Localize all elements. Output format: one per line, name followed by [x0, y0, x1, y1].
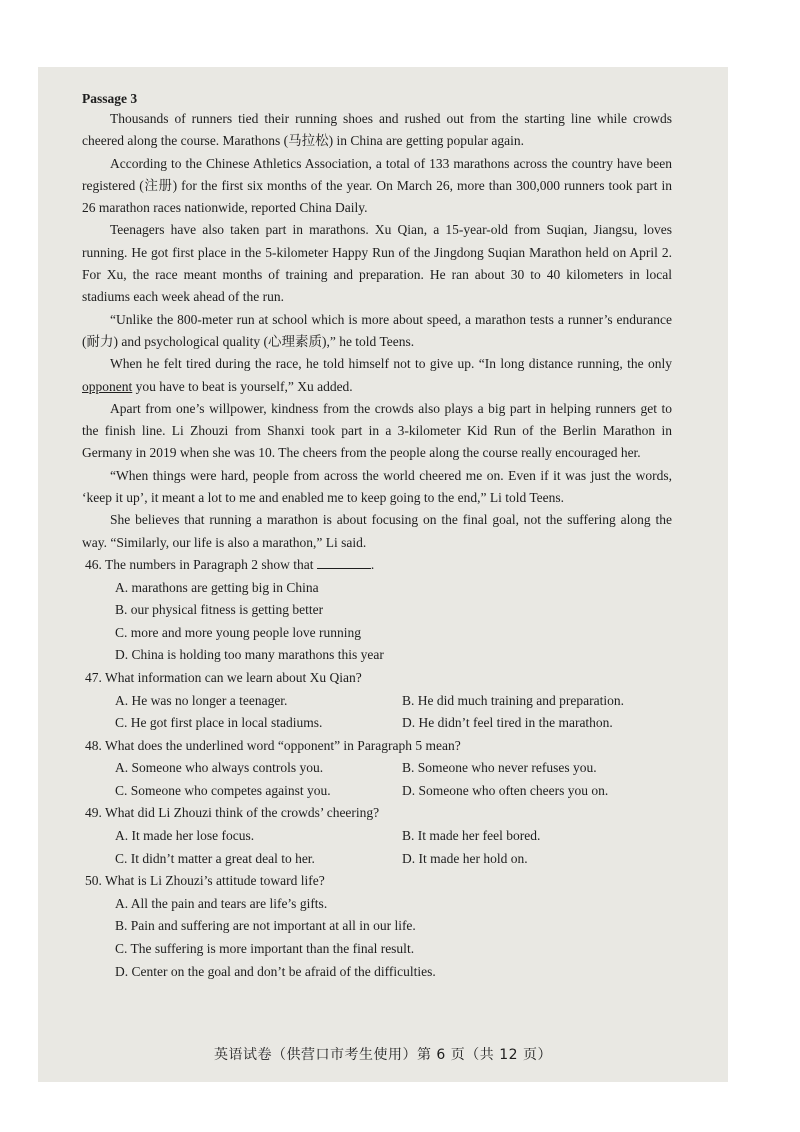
paragraph-6: Apart from one’s willpower, kindness from the crowds also plays a big part in helping runners get to the finish line. Li Zhouzi from Shanxi took part in a 3-kilometer Kid Run of the Berlin Marathon in Germany in 2019 when she was 10. The cheers from the people along the course really encouraged her.	[82, 400, 672, 461]
q50-option-c: C. The suffering is more important than the final result.	[115, 941, 415, 957]
q48-option-a: A. Someone who always controls you.	[115, 760, 324, 776]
q47-option-b: B. He did much training and preparation.	[402, 692, 624, 708]
page-footer: 英语试卷（供营口市考生使用）第 6 页（共 12 页）	[213, 1047, 553, 1063]
paragraph-5	[82, 353, 672, 398]
q46-option-b: B. our physical fitness is getting better	[115, 602, 324, 618]
q47-option-d: D. He didn’t feel tired in the marathon.	[402, 715, 613, 731]
q49-options-row-2	[115, 848, 672, 871]
question-47: 47. What information can we learn about Xu Qian?	[85, 669, 362, 685]
q47-option-c: C. He got first place in local stadiums.	[115, 715, 323, 731]
question-49: 49. What did Li Zhouzi think of the crowds’ cheering?	[85, 805, 380, 821]
question-46-stem-end: .	[370, 556, 375, 572]
q47-option-a: A. He was no longer a teenager.	[115, 692, 288, 708]
paragraph-1: Thousands of runners tied their running shoes and rushed out from the starting line while crowds cheered along the course. Marathons (马拉松) in China are getting popular again.	[82, 111, 672, 149]
q48-option-d: D. Someone who often cheers you on.	[402, 782, 609, 798]
underlined-word-opponent: opponent	[82, 378, 133, 394]
answer-blank	[317, 556, 371, 569]
q50-option-a: A. All the pain and tears are life’s gifts.	[115, 895, 328, 911]
q50-option-b: B. Pain and suffering are not important at all in our life.	[115, 918, 416, 934]
question-50: 50. What is Li Zhouzi’s attitude toward life?	[85, 873, 325, 889]
q48-options-row-2	[115, 780, 672, 803]
q47-options-row-2	[115, 712, 672, 735]
paragraph-2: According to the Chinese Athletics Association, a total of 133 marathons across the country have been registered (注册) for the first six months of the year. On March 26, more than 300,000 runners took part in 26 marathon races nationwide, reported China Daily.	[82, 155, 672, 216]
q49-option-c: C. It didn’t matter a great deal to her.	[115, 850, 315, 866]
question-46	[85, 554, 672, 577]
q50-option-d: D. Center on the goal and don’t be afraid of the difficulties.	[115, 963, 436, 979]
q46-option-a: A. marathons are getting big in China	[115, 579, 319, 595]
q49-option-b: B. It made her feel bored.	[402, 828, 541, 844]
q47-options-row-1	[115, 690, 672, 713]
question-48: 48. What does the underlined word “opponent” in Paragraph 5 mean?	[85, 737, 461, 753]
paragraph-5-start: When he felt tired during the race, he told himself not to give up. “In long distance running, the only	[110, 356, 672, 372]
q46-option-d: D. China is holding too many marathons this year	[115, 647, 384, 663]
passage-title: Passage 3	[82, 91, 138, 106]
exam-page	[38, 67, 728, 1082]
q46-option-c: C. more and more young people love running	[115, 624, 361, 640]
paragraph-7: “When things were hard, people from across the world cheered me on. Even if it was just the words, ‘keep it up’, it meant a lot to me and enabled me to keep going to the end,” Li told Teens.	[82, 467, 672, 506]
paragraph-8: She believes that running a marathon is about focusing on the final goal, not the suffering along the way. “Similarly, our life is also a marathon,” Li said.	[82, 512, 672, 550]
q48-option-b: B. Someone who never refuses you.	[402, 760, 597, 776]
q48-option-c: C. Someone who competes against you.	[115, 782, 331, 798]
q49-options-row-1	[115, 825, 672, 848]
paragraph-4: “Unlike the 800-meter run at school which is more about speed, a marathon tests a runner’s endurance (耐力) and psychological quality (心理素质),” he told Teens.	[82, 311, 672, 349]
question-46-stem: 46. The numbers in Paragraph 2 show that	[85, 556, 314, 572]
q49-option-d: D. It made her hold on.	[402, 850, 528, 866]
q48-options-row-1	[115, 757, 672, 780]
paragraph-3: Teenagers have also taken part in marathons. Xu Qian, a 15-year-old from Suqian, Jiangsu, loves running. He got first place in the 5-kilometer Happy Run of the Jingdong Suqian Marathon held on April 2. For Xu, the race meant months of training and preparation. He ran about 30 to 40 kilometers in local stadiums each week ahead of the run.	[82, 222, 672, 305]
paragraph-5-end: you have to beat is yourself,” Xu added.	[132, 378, 353, 394]
q49-option-a: A. It made her lose focus.	[115, 828, 255, 844]
